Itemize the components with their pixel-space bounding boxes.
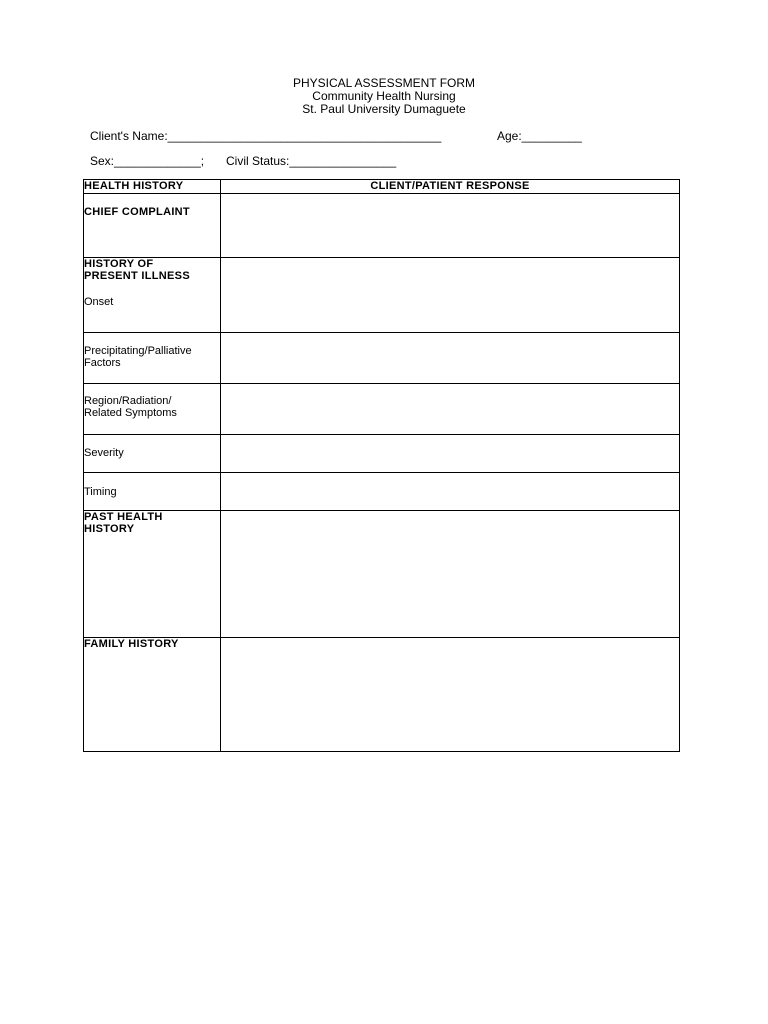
health-history-header: HEALTH HISTORY [84, 180, 221, 194]
timing-label: Timing [84, 472, 221, 510]
region-radiation-label: Region/Radiation/ Related Symptoms [84, 383, 221, 434]
sex-field[interactable]: Sex:_____________; [90, 154, 205, 168]
precipitating-factors-response[interactable] [221, 332, 680, 383]
severity-label: Severity [84, 434, 221, 472]
table-row [84, 383, 680, 434]
chief-complaint-label: CHIEF COMPLAINT [84, 193, 221, 257]
hpi-response[interactable] [221, 257, 680, 332]
precipitating-factors-label: Precipitating/Palliative Factors [84, 332, 221, 383]
table-header-row [84, 180, 680, 194]
table-row [84, 472, 680, 510]
form-institution: St. Paul University Dumaguete [302, 102, 466, 116]
form-title: PHYSICAL ASSESSMENT FORM [292, 76, 476, 90]
timing-response[interactable] [221, 472, 680, 510]
health-history-table [83, 179, 680, 752]
civil-status-field[interactable]: Civil Status:________________ [226, 154, 397, 168]
form-header [0, 77, 768, 116]
age-field[interactable]: Age:_________ [497, 129, 582, 143]
family-history-label: FAMILY HISTORY [84, 637, 221, 751]
table-row [84, 193, 680, 257]
past-health-history-label: PAST HEALTH HISTORY [84, 510, 221, 637]
client-name-field[interactable]: Client's Name:_________________________________________ [90, 129, 442, 143]
table-row [84, 510, 680, 637]
hpi-label: HISTORY OF PRESENT ILLNESS Onset [84, 257, 221, 332]
table-row [84, 434, 680, 472]
client-response-header: CLIENT/PATIENT RESPONSE [221, 180, 680, 194]
onset-label: Onset [84, 295, 114, 308]
severity-response[interactable] [221, 434, 680, 472]
region-radiation-response[interactable] [221, 383, 680, 434]
chief-complaint-response[interactable] [221, 193, 680, 257]
form-subtitle: Community Health Nursing [312, 89, 456, 103]
table-row [84, 257, 680, 332]
past-health-history-response[interactable] [221, 510, 680, 637]
table-row [84, 637, 680, 751]
table-row [84, 332, 680, 383]
family-history-response[interactable] [221, 637, 680, 751]
